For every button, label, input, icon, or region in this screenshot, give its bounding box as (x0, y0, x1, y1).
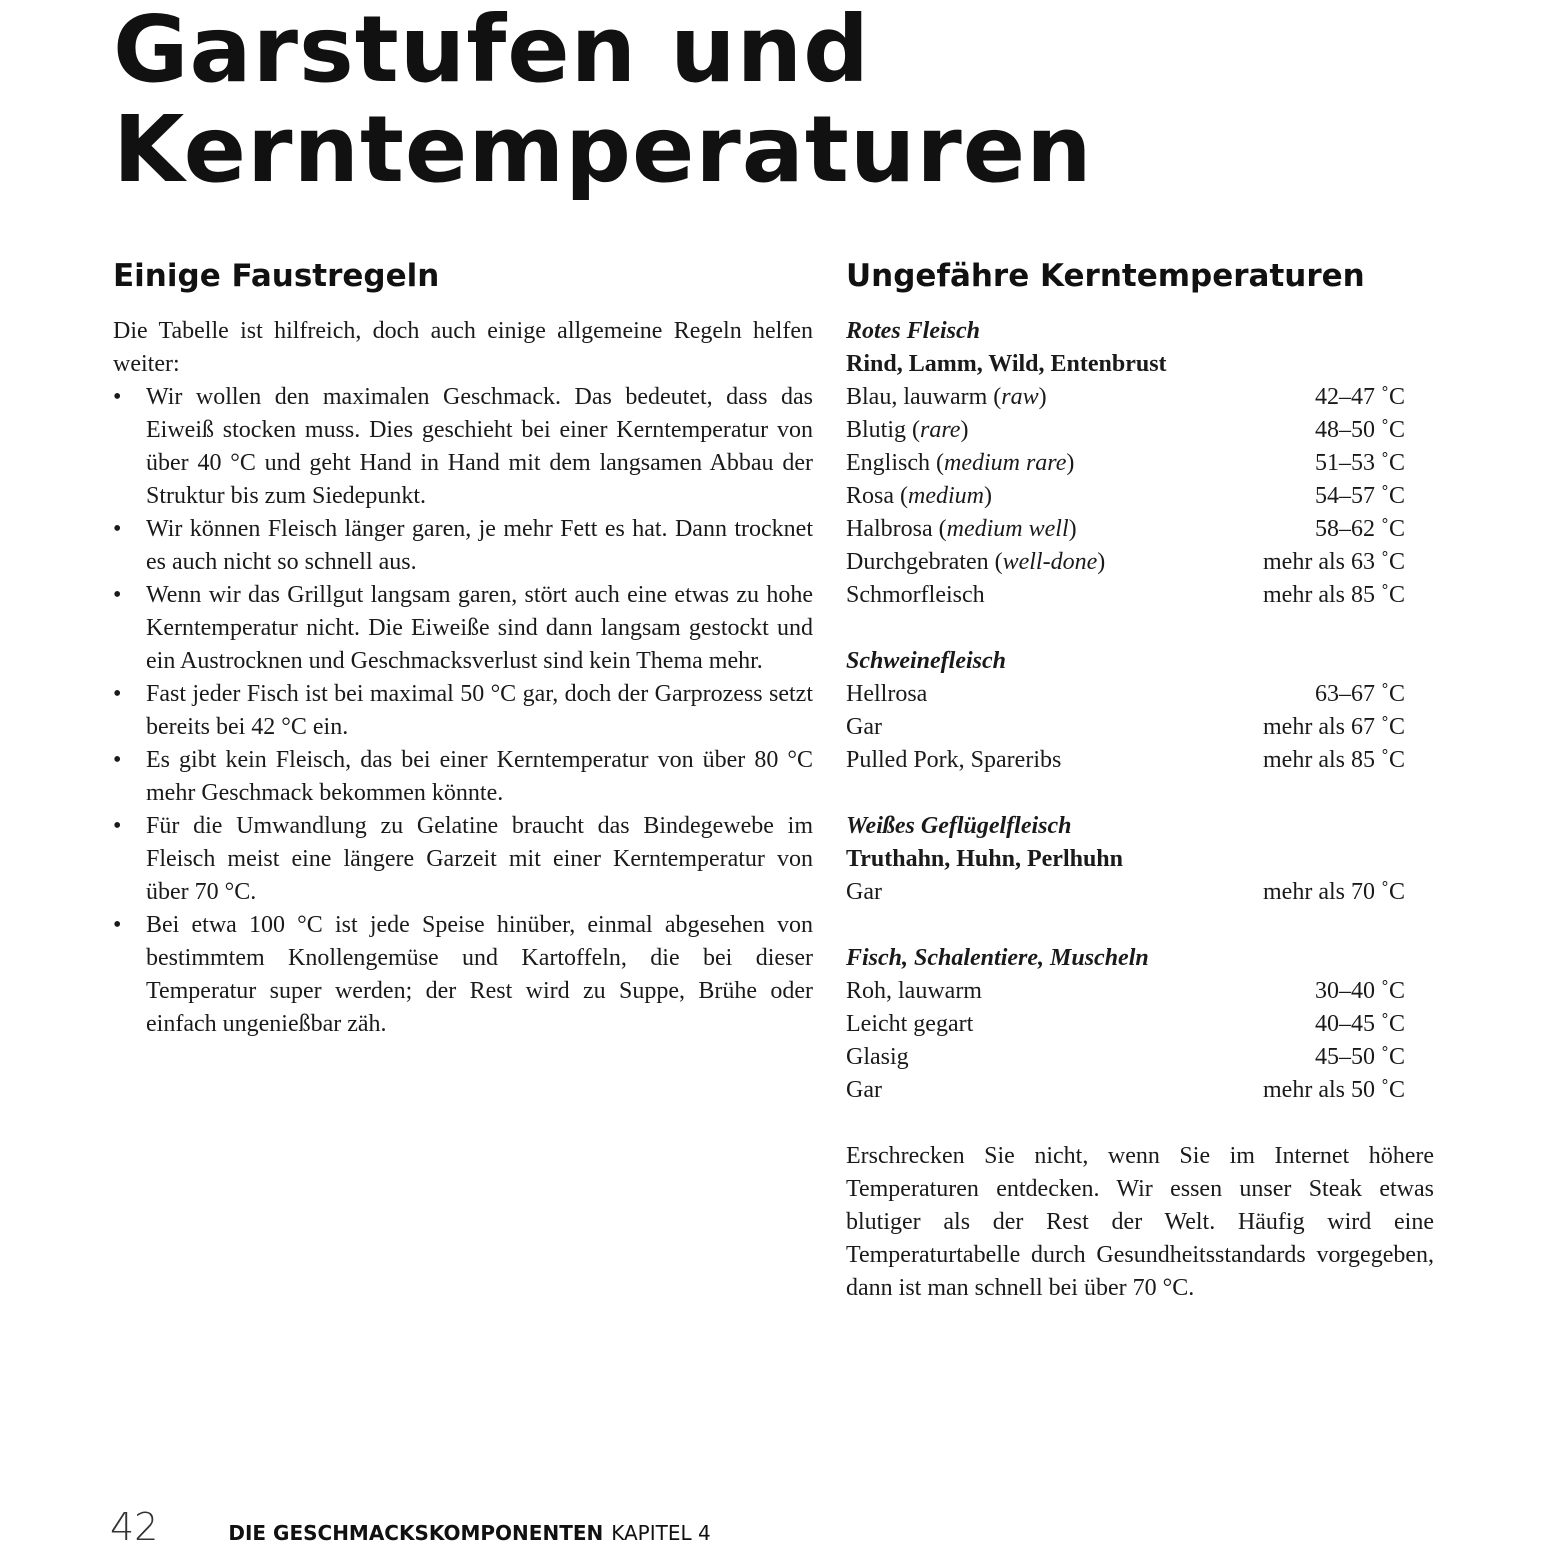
doneness-label (846, 1041, 909, 1074)
temperature-row (846, 744, 1405, 777)
rule-text: Für die Umwandlung zu Gelatine braucht das Bindegewebe im Fleisch meist eine längere Garzeit mit einer Kerntemperatur von über 70 °C. (146, 813, 813, 905)
temperatures-column (846, 255, 1434, 1305)
temperature-value: 58–62 ˚C (1315, 516, 1405, 542)
rules-intro: Die Tabelle ist hilfreich, doch auch einige allgemeine Regeln helfen weiter: (113, 318, 813, 377)
doneness-name: Durchgebraten ( (846, 549, 1003, 575)
doneness-label (846, 975, 982, 1008)
rules-heading: Einige Faustregeln (113, 258, 440, 294)
temperature-group (846, 315, 1434, 612)
temperature-value: mehr als 50 ˚C (1263, 1077, 1405, 1103)
temperature-value: 40–45 ˚C (1315, 1011, 1405, 1037)
doneness-close: ) (983, 483, 992, 509)
temperature-value: mehr als 70 ˚C (1263, 879, 1405, 905)
footer-section-title: DIE GESCHMACKSKOMPONENTEN (228, 1521, 604, 1545)
doneness-name: Rosa ( (846, 483, 908, 509)
temperature-value: 42–47 ˚C (1315, 384, 1405, 410)
rule-item (113, 744, 813, 810)
page-number: 42 (110, 1505, 159, 1549)
temperature-row (846, 579, 1405, 612)
doneness-label (846, 1008, 973, 1041)
doneness-label (846, 513, 1077, 546)
doneness-name: Hellrosa (846, 681, 928, 707)
temperature-note: Erschrecken Sie nicht, wenn Sie im Internet höhere Temperaturen entdecken. Wir essen unser Steak etwas blutiger als der Rest der Welt. Häufig wird eine Temperaturtabelle durch Gesundheitsstandards vorgegeben, dann ist man schnell bei über 70 °C. (846, 1143, 1434, 1301)
rule-text: Es gibt kein Fleisch, das bei einer Kerntemperatur von über 80 °C mehr Geschmack bekommen könnte. (146, 747, 813, 806)
temperature-value: mehr als 63 ˚C (1263, 549, 1405, 575)
doneness-label (846, 711, 882, 744)
group-subtitle: Truthahn, Huhn, Perlhuhn (846, 846, 1123, 872)
temperature-row (846, 678, 1405, 711)
doneness-label (846, 480, 992, 513)
doneness-name: Gar (846, 714, 882, 740)
group-title: Rotes Fleisch (846, 318, 981, 344)
doneness-label (846, 447, 1074, 480)
doneness-name: Blutig ( (846, 417, 921, 443)
doneness-term: raw (1001, 384, 1039, 410)
doneness-label (846, 414, 968, 447)
bullet-icon: • (113, 582, 122, 608)
doneness-label (846, 546, 1105, 579)
temperature-row (846, 711, 1405, 744)
page-footer (110, 1505, 711, 1555)
bullet-icon: • (113, 813, 122, 839)
temperature-row (846, 975, 1405, 1008)
bullet-icon: • (113, 384, 122, 410)
doneness-name: Gar (846, 879, 882, 905)
temperature-row (846, 546, 1405, 579)
rule-item (113, 678, 813, 744)
doneness-term: medium rare (943, 450, 1067, 476)
temperature-value: 48–50 ˚C (1315, 417, 1405, 443)
temperature-value: 45–50 ˚C (1315, 1044, 1405, 1070)
temperature-row (846, 876, 1405, 909)
doneness-name: Glasig (846, 1044, 909, 1070)
bullet-icon: • (113, 747, 122, 773)
doneness-label (846, 579, 985, 612)
temperature-groups (846, 315, 1434, 1107)
temperature-group (846, 810, 1434, 909)
doneness-label (846, 744, 1061, 777)
temperature-row (846, 513, 1405, 546)
temperature-row (846, 1074, 1405, 1107)
temperature-row (846, 1041, 1405, 1074)
doneness-term: medium well (946, 516, 1069, 542)
doneness-label (846, 381, 1047, 414)
rule-text: Wenn wir das Grillgut langsam garen, stört auch eine etwas zu hohe Kerntemperatur nicht. Die Eiweiße sind dann langsam gestockt und ein Austrocknen und Geschmacksverlust sind kein Thema mehr. (146, 582, 813, 674)
footer-chapter: KAPITEL 4 (611, 1521, 711, 1545)
rule-text: Wir können Fleisch länger garen, je mehr Fett es hat. Dann trocknet es auch nicht so schnell aus. (146, 516, 813, 575)
rules-list (113, 381, 813, 1041)
doneness-close: ) (1066, 450, 1075, 476)
bullet-icon: • (113, 912, 122, 938)
temperature-value: 30–40 ˚C (1315, 978, 1405, 1004)
temperature-row (846, 381, 1405, 414)
temperature-value: mehr als 85 ˚C (1263, 747, 1405, 773)
temperature-value: 54–57 ˚C (1315, 483, 1405, 509)
doneness-term: well-done (1002, 549, 1098, 575)
group-title: Fisch, Schalentiere, Muscheln (846, 945, 1149, 971)
rule-item (113, 381, 813, 513)
doneness-term: medium (908, 483, 984, 509)
rule-text: Wir wollen den maximalen Geschmack. Das bedeutet, dass das Eiweiß stocken muss. Dies geschieht bei einer Kerntemperatur von über 40 °C und geht Hand in Hand mit dem langsamen Abbau der Struktur bis zum Siedepunkt. (146, 384, 813, 509)
rule-text: Fast jeder Fisch ist bei maximal 50 °C gar, doch der Garprozess setzt bereits bei 42 °C ein. (146, 681, 813, 740)
temperature-value: mehr als 85 ˚C (1263, 582, 1405, 608)
rule-item (113, 909, 813, 1041)
rule-item (113, 579, 813, 678)
bullet-icon: • (113, 516, 122, 542)
rule-item (113, 810, 813, 909)
group-title: Weißes Geflügelfleisch (846, 813, 1072, 839)
rule-text: Bei etwa 100 °C ist jede Speise hinüber, einmal abgesehen von bestimmtem Knollengemüse und Kartoffeln, die bei dieser Temperatur super werden; der Rest wird zu Suppe, Brühe oder einfach ungenießbar zäh. (146, 912, 813, 1037)
temperature-row (846, 1008, 1405, 1041)
temperature-group (846, 942, 1434, 1107)
group-title: Schweinefleisch (846, 648, 1006, 674)
bullet-icon: • (113, 681, 122, 707)
group-subtitle: Rind, Lamm, Wild, Entenbrust (846, 351, 1167, 377)
temperature-row (846, 414, 1405, 447)
doneness-name: Leicht gegart (846, 1011, 974, 1037)
temperature-value: 51–53 ˚C (1315, 450, 1405, 476)
doneness-name: Roh, lauwarm (846, 978, 982, 1004)
temperature-row (846, 480, 1405, 513)
doneness-close: ) (1097, 549, 1106, 575)
doneness-name: Gar (846, 1077, 882, 1103)
doneness-name: Blau, lauwarm ( (846, 384, 1002, 410)
rules-column (113, 255, 813, 1041)
temperature-group (846, 645, 1434, 777)
rule-item (113, 513, 813, 579)
doneness-close: ) (960, 417, 969, 443)
page-title (113, 0, 1433, 203)
doneness-name: Pulled Pork, Spareribs (846, 747, 1062, 773)
title-line-1: Garstufen und (113, 0, 870, 103)
temperature-value: 63–67 ˚C (1315, 681, 1405, 707)
doneness-label (846, 1074, 882, 1107)
temperature-value: mehr als 67 ˚C (1263, 714, 1405, 740)
doneness-name: Schmorfleisch (846, 582, 985, 608)
doneness-label (846, 876, 882, 909)
doneness-term: rare (920, 417, 961, 443)
doneness-name: Halbrosa ( (846, 516, 947, 542)
temperatures-heading: Ungefähre Kerntemperaturen (846, 258, 1365, 294)
doneness-label (846, 678, 927, 711)
doneness-close: ) (1068, 516, 1077, 542)
doneness-close: ) (1038, 384, 1047, 410)
temperature-row (846, 447, 1405, 480)
doneness-name: Englisch ( (846, 450, 944, 476)
title-line-2: Kerntemperaturen (113, 96, 1093, 203)
